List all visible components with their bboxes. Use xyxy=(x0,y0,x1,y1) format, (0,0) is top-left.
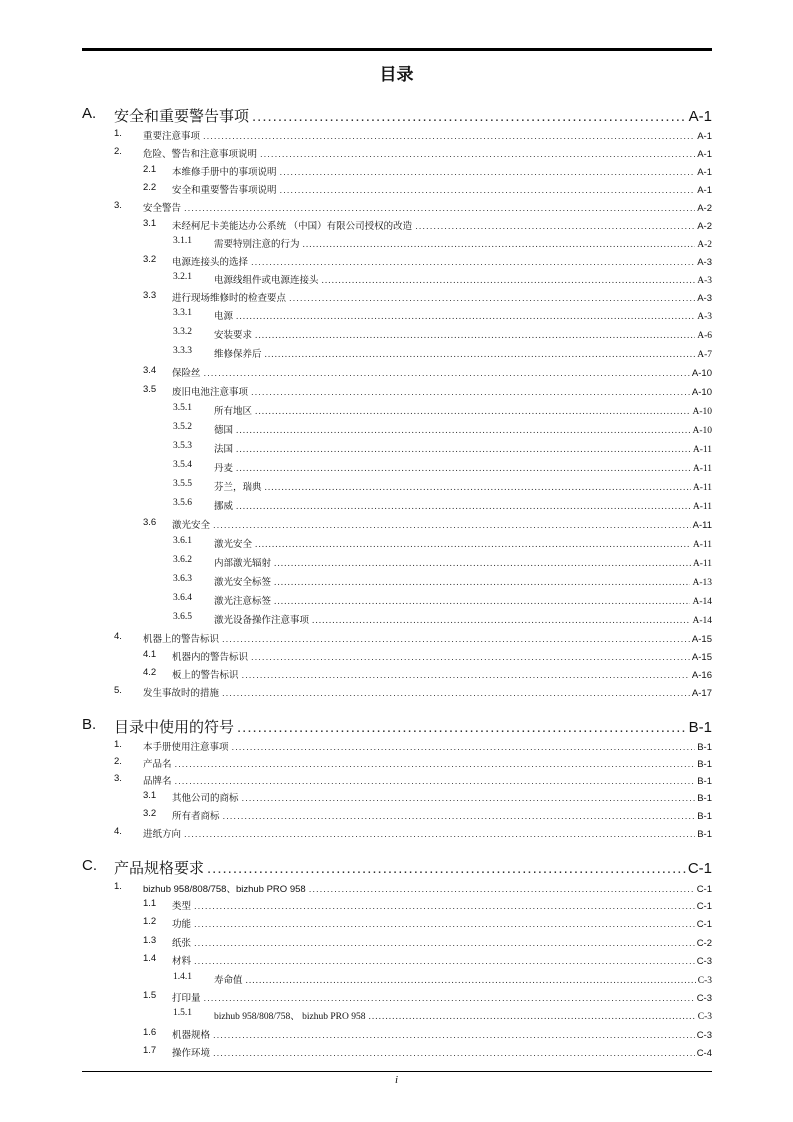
dot-leader xyxy=(265,350,696,360)
toc-entry-label: 所有地区 xyxy=(214,407,253,417)
toc-entry-number: 1.4 xyxy=(143,953,157,964)
dot-leader xyxy=(184,829,695,840)
dot-leader xyxy=(194,901,695,912)
page-title: 目录 xyxy=(379,65,414,84)
dot-leader xyxy=(242,670,690,681)
toc-entry-page: C-3 xyxy=(697,976,712,986)
toc-entry-page: A-1 xyxy=(697,185,712,196)
toc-entry-number: 4.2 xyxy=(143,667,157,678)
toc-entry-label: 电源 xyxy=(214,312,234,322)
toc-entry-label: 机器规格 xyxy=(172,1030,211,1041)
toc-entry-number: 3.1 xyxy=(143,790,157,801)
toc-entry-number: 2. xyxy=(114,756,122,767)
toc-entry-number: 4.1 xyxy=(143,649,157,660)
toc-entry-label: 安装要求 xyxy=(214,331,253,341)
toc-entry-page: C-1 xyxy=(687,860,712,877)
toc-entry-page: C-3 xyxy=(697,1012,712,1022)
toc-entry-number: 4. xyxy=(114,826,122,837)
dot-leader xyxy=(251,257,695,268)
toc-entry-page: A-2 xyxy=(697,203,712,214)
toc-entry-label: 安全和重要警告事项 xyxy=(114,108,250,125)
toc-entry-label: 需要特别注意的行为 xyxy=(214,240,300,250)
toc-entry-page: C-1 xyxy=(696,884,712,895)
toc-entry-label: 材料 xyxy=(172,956,192,967)
toc-entry-number: 2.2 xyxy=(143,182,157,193)
toc-entry-number: 3.5.3 xyxy=(173,441,192,451)
toc-entry-number: 3.5.1 xyxy=(173,403,192,413)
toc-entry-page: C-3 xyxy=(696,956,712,967)
toc-entry-number: 1.5 xyxy=(143,990,157,1001)
toc-entry-page: A-11 xyxy=(692,464,712,474)
dot-leader xyxy=(204,368,690,379)
toc-entry-label: 品牌名 xyxy=(143,776,172,787)
toc-entry-number: 3. xyxy=(114,773,122,784)
dot-leader xyxy=(175,759,696,770)
toc-entry-label: 机器内的警告标识 xyxy=(172,652,249,663)
toc-entry-label: 危险、警告和注意事项说明 xyxy=(143,149,258,160)
dot-leader xyxy=(312,616,690,626)
toc-entry-number: 3. xyxy=(114,200,122,211)
dot-leader xyxy=(222,688,690,699)
dot-leader xyxy=(280,185,696,196)
toc-entry-number: 3.3 xyxy=(143,290,157,301)
toc-entry-number: 3.6.4 xyxy=(173,593,192,603)
toc-entry-label: 芬兰，瑞典 xyxy=(214,483,262,493)
toc-entry-page: A-16 xyxy=(691,670,712,681)
toc-entry-page: B-1 xyxy=(697,776,712,787)
dot-leader xyxy=(236,502,691,512)
toc-entry-number: 3.3.1 xyxy=(173,308,192,318)
dot-leader xyxy=(222,634,690,645)
toc-entry-number: 3.6.2 xyxy=(173,555,192,565)
dot-leader xyxy=(274,559,691,569)
toc-entry-number: C. xyxy=(82,857,97,874)
toc-entry-label: 重要注意事项 xyxy=(143,131,201,142)
dot-leader xyxy=(246,976,696,986)
toc-entry-page: A-13 xyxy=(692,578,712,588)
toc-entry-label: 机器上的警告标识 xyxy=(143,634,220,645)
top-rule xyxy=(82,48,712,51)
toc-entry-label: 进纸方向 xyxy=(143,829,182,840)
toc-entry-page: A-1 xyxy=(688,108,712,125)
dot-leader xyxy=(322,276,696,286)
dot-leader xyxy=(251,387,690,398)
toc-entry-page: A-1 xyxy=(697,149,712,160)
dot-leader xyxy=(194,919,695,930)
dot-leader xyxy=(204,993,695,1004)
toc-entry-label: 电源连接头的选择 xyxy=(172,257,249,268)
toc-entry-page: A-3 xyxy=(697,276,712,286)
toc-entry-number: 3.5.2 xyxy=(173,422,192,432)
toc-entry-page: A-14 xyxy=(692,597,712,607)
toc-entry-number: 1.5.1 xyxy=(173,1008,192,1018)
toc-entry-page: B-1 xyxy=(697,829,712,840)
toc-entry-number: 3.6.5 xyxy=(173,612,192,622)
page-number: i xyxy=(394,1074,399,1086)
dot-leader xyxy=(274,578,690,588)
toc-entry-label: 本维修手册中的事项说明 xyxy=(172,167,277,178)
toc-entry-page: B-1 xyxy=(697,742,712,753)
toc-entry-number: 1.4.1 xyxy=(173,972,192,982)
dot-leader xyxy=(415,221,695,232)
toc-entry-label: bizhub 958/808/758、 bizhub PRO 958 xyxy=(214,1012,366,1022)
bottom-rule xyxy=(82,1071,712,1072)
toc-entry-number: 3.5.5 xyxy=(173,479,192,489)
toc-entry-number: 1. xyxy=(114,128,122,139)
toc-entry-label: 打印量 xyxy=(172,993,201,1004)
dot-leader xyxy=(260,149,695,160)
dot-leader xyxy=(274,597,690,607)
dot-leader xyxy=(236,312,695,322)
toc-entry-number: 1. xyxy=(114,881,122,892)
toc-entry-label: 废旧电池注意事项 xyxy=(172,387,249,398)
toc-entry-page: A-11 xyxy=(692,559,712,569)
dot-leader xyxy=(194,956,695,967)
toc-entry-number: 1.7 xyxy=(143,1045,157,1056)
dot-leader xyxy=(303,240,696,250)
dot-leader xyxy=(252,108,687,125)
dot-leader xyxy=(255,331,695,341)
toc-entry-label: 安全警告 xyxy=(143,203,182,214)
toc-entry-label: 激光设备操作注意事项 xyxy=(214,616,310,626)
dot-leader xyxy=(207,860,686,877)
toc-entry-number: 3.6.3 xyxy=(173,574,192,584)
toc-entry-label: 丹麦 xyxy=(214,464,234,474)
toc-entry-page: A-3 xyxy=(697,293,712,304)
toc-entry-page: A-14 xyxy=(692,616,712,626)
dot-leader xyxy=(203,131,695,142)
toc-entry-page: A-15 xyxy=(691,652,712,663)
dot-leader xyxy=(280,167,696,178)
toc-entry-page: A-11 xyxy=(692,540,712,550)
toc-entry-label: 法国 xyxy=(214,445,234,455)
toc-entry-number: 2. xyxy=(114,146,122,157)
toc-entry-page: A-10 xyxy=(691,387,712,398)
toc-entry-label: 电源线组件或电源连接头 xyxy=(214,276,319,286)
toc-entry-number: 1.6 xyxy=(143,1027,157,1038)
toc-entry-number: 3.2.1 xyxy=(173,272,192,282)
toc-entry-page: A-1 xyxy=(697,167,712,178)
toc-entry-label: 功能 xyxy=(172,919,192,930)
toc-entry-number: 3.6.1 xyxy=(173,536,192,546)
toc-entry-page: A-3 xyxy=(697,257,712,268)
toc-entry-label: 进行现场维修时的检查要点 xyxy=(172,293,287,304)
toc-entry-page: A-15 xyxy=(691,634,712,645)
dot-leader xyxy=(242,793,696,804)
toc-entry-label: 挪威 xyxy=(214,502,234,512)
toc-entry-label: 激光安全 xyxy=(214,540,253,550)
toc-entry-number: 2.1 xyxy=(143,164,157,175)
dot-leader xyxy=(213,520,691,531)
toc-entry-page: A-7 xyxy=(697,350,712,360)
toc-entry-number: 3.3.3 xyxy=(173,346,192,356)
toc-entry-page: A-11 xyxy=(692,502,712,512)
toc-entry-number: 3.3.2 xyxy=(173,327,192,337)
toc-entry-page: B-1 xyxy=(688,719,712,736)
toc-entry-page: C-1 xyxy=(696,901,712,912)
toc-entry-number: 3.4 xyxy=(143,365,157,376)
toc-entry-number: 1.1 xyxy=(143,898,157,909)
toc-entry-label: 未经柯尼卡美能达办公系统 （中国）有限公司授权的改造 xyxy=(172,221,413,232)
toc-entry-page: A-3 xyxy=(697,312,712,322)
toc-entry-number: 4. xyxy=(114,631,122,642)
dot-leader xyxy=(223,811,696,822)
toc-entry-label: 德国 xyxy=(214,426,234,436)
toc-entry-page: A-2 xyxy=(697,221,712,232)
toc-entry-page: C-1 xyxy=(696,919,712,930)
toc-entry-page: A-11 xyxy=(692,483,712,493)
dot-leader xyxy=(213,1030,695,1041)
toc-entry-page: B-1 xyxy=(697,793,712,804)
toc-entry-page: B-1 xyxy=(697,811,712,822)
toc-entry-page: A-10 xyxy=(691,368,712,379)
toc-entry-number: B. xyxy=(82,716,97,733)
toc-entry-label: 产品名 xyxy=(143,759,172,770)
toc-entry-label: 激光注意标签 xyxy=(214,597,272,607)
toc-entry-label: 所有者商标 xyxy=(172,811,220,822)
toc-entry-label: 其他公司的商标 xyxy=(172,793,239,804)
dot-leader xyxy=(265,483,691,493)
toc-entry-number: 1.3 xyxy=(143,935,157,946)
toc-entry-page: A-10 xyxy=(692,407,712,417)
toc-entry-page: A-1 xyxy=(697,131,712,142)
dot-leader xyxy=(184,203,695,214)
dot-leader xyxy=(194,938,695,949)
dot-leader xyxy=(175,776,696,787)
toc-entry-label: 激光安全 xyxy=(172,520,211,531)
toc-entry-label: bizhub 958/808/758、bizhub PRO 958 xyxy=(143,884,306,895)
toc-entry-label: 板上的警告标识 xyxy=(172,670,239,681)
toc-entry-label: 内部激光辐射 xyxy=(214,559,272,569)
toc-entry-number: 3.1 xyxy=(143,218,157,229)
toc-entry-page: A-17 xyxy=(691,688,712,699)
toc-entry-number: 1.2 xyxy=(143,916,157,927)
toc-entry-page: A-10 xyxy=(692,426,712,436)
toc-entry-label: 类型 xyxy=(172,901,192,912)
toc-entry-label: 寿命值 xyxy=(214,976,243,986)
toc-entry-label: 安全和重要警告事项说明 xyxy=(172,185,277,196)
toc-entry-number: 3.2 xyxy=(143,808,157,819)
toc-entry-number: 3.5.4 xyxy=(173,460,192,470)
toc-entry-page: C-4 xyxy=(696,1048,712,1059)
dot-leader xyxy=(309,884,695,895)
toc-entry-label: 保险丝 xyxy=(172,368,201,379)
dot-leader xyxy=(368,1012,695,1022)
toc-entry-label: 操作环境 xyxy=(172,1048,211,1059)
dot-leader xyxy=(213,1048,695,1059)
toc-entry-page: C-2 xyxy=(696,938,712,949)
toc-entry-label: 产品规格要求 xyxy=(114,860,205,877)
toc-entry-page: A-11 xyxy=(692,445,712,455)
toc-entry-number: 3.5.6 xyxy=(173,498,192,508)
toc-entry-label: 目录中使用的符号 xyxy=(114,719,235,736)
toc-entry-number: 5. xyxy=(114,685,122,696)
toc-entry-page: C-3 xyxy=(696,993,712,1004)
toc-entry-number: 3.6 xyxy=(143,517,157,528)
dot-leader xyxy=(289,293,695,304)
toc-entry-number: 3.5 xyxy=(143,384,157,395)
dot-leader xyxy=(255,540,691,550)
toc-entry-label: 维修保养后 xyxy=(214,350,262,360)
toc-entry-number: 3.1.1 xyxy=(173,236,192,246)
dot-leader xyxy=(232,742,696,753)
dot-leader xyxy=(255,407,690,417)
dot-leader xyxy=(237,719,687,736)
toc-entry-label: 发生事故时的措施 xyxy=(143,688,220,699)
toc-entry-page: B-1 xyxy=(697,759,712,770)
toc-entry-label: 本手册使用注意事项 xyxy=(143,742,229,753)
dot-leader xyxy=(251,652,690,663)
toc-entry-number: A. xyxy=(82,105,97,122)
toc-entry-page: A-6 xyxy=(697,331,712,341)
dot-leader xyxy=(236,426,690,436)
toc-entry-number: 3.2 xyxy=(143,254,157,265)
dot-leader xyxy=(236,445,691,455)
dot-leader xyxy=(236,464,691,474)
toc-entry-number: 1. xyxy=(114,739,122,750)
toc-entry-page: A-11 xyxy=(692,520,712,531)
toc-entry-label: 纸张 xyxy=(172,938,192,949)
toc-entry-label: 激光安全标签 xyxy=(214,578,272,588)
toc-entry-page: C-3 xyxy=(696,1030,712,1041)
toc-entry-page: A-2 xyxy=(697,240,712,250)
